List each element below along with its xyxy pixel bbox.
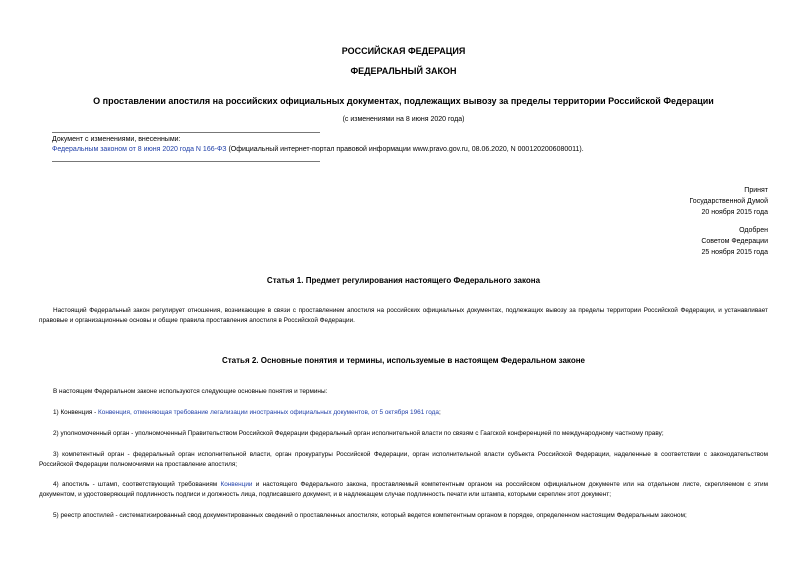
article2-item3 bbox=[39, 450, 768, 470]
convention-link[interactable]: Конвенция, отменяющая требование легализации иностранных официальных документов, от 5 октября 1961 года bbox=[98, 409, 439, 416]
item5-text: 5) реестр апостилей - систематизированный свод документированных сведений о проставленных апостилях, который ведется компетентным органом в порядке, определенном настоящим Федеральным законом; bbox=[53, 512, 687, 519]
item4-suffix: и настоящего Федерального закона, проставляемый компетентным органом на российском официальном документе или на отдельном листе, скрепляемом с этим документом, и удостоверяющий подлинность подписи и должность лица, подписавшего документ, и в надлежащем случае подлинность печати или штампа, которыми скреплен этот документ; bbox=[39, 481, 768, 498]
changes-top-rule bbox=[52, 132, 320, 133]
item1-prefix: 1) Конвенция - bbox=[53, 409, 99, 416]
adopted-line3: 20 ноября 2015 года bbox=[701, 209, 768, 216]
convention-short-link[interactable]: Конвенции bbox=[220, 481, 253, 488]
approved-line2: Советом Федерации bbox=[701, 238, 768, 245]
edition-note: (с изменениями на 8 июня 2020 года) bbox=[342, 116, 465, 123]
country-heading: РОССИЙСКАЯ ФЕДЕРАЦИЯ bbox=[341, 46, 466, 56]
changes-bottom-rule bbox=[52, 161, 320, 162]
article2-item5 bbox=[39, 511, 768, 521]
item4-prefix: 4) апостиль - штамп, соответствующий требованиям bbox=[53, 481, 221, 488]
article1-body: Настоящий Федеральный закон регулирует отношения, возникающие в связи с проставлением апостиля на российских официальных документах, подлежащих вывозу за пределы территории Российской Федерации, и устанавливает правовые и организационные основы и общие правила проставления апостиля в Российской Федерации. bbox=[39, 307, 768, 324]
law-title: О проставлении апостиля на российских официальных документах, подлежащих вывозу за пределы территории Российской Федерации bbox=[93, 96, 714, 106]
article2-intro bbox=[39, 387, 768, 397]
adopted-line2: Государственной Думой bbox=[689, 198, 768, 205]
article2-item4 bbox=[39, 480, 768, 500]
article1-heading: Статья 1. Предмет регулирования настоящего Федерального закона bbox=[266, 276, 541, 285]
changes-intro: Документ с изменениями, внесенными: bbox=[52, 136, 181, 143]
article2-item1 bbox=[39, 408, 768, 418]
article2-intro-text: В настоящем Федеральном законе используются следующие основные понятия и термины: bbox=[53, 388, 328, 395]
adopted-line1: Принят bbox=[744, 187, 768, 194]
article1-text bbox=[39, 306, 768, 326]
changes-line bbox=[52, 146, 584, 153]
approved-line3: 25 ноября 2015 года bbox=[701, 249, 768, 256]
article2-item2 bbox=[39, 429, 768, 439]
approved-line1: Одобрен bbox=[739, 227, 768, 234]
approved-block bbox=[701, 225, 768, 258]
item2-text: 2) уполномоченный орган - уполномоченный Правительством Российской Федерации федеральный орган исполнительной власти по связям с Гаагской конференцией по международному частному праву; bbox=[53, 430, 664, 437]
doc-type-heading: ФЕДЕРАЛЬНЫЙ ЗАКОН bbox=[350, 66, 457, 76]
changes-source: (Официальный интернет-портал правовой информации www.pravo.gov.ru, 08.06.2020, N 0001202006080011). bbox=[226, 146, 584, 153]
item3-text: 3) компетентный орган - федеральный орган исполнительной власти, орган прокуратуры Российской Федерации, орган исполнительной власти субъекта Российской Федерации, наделенные в соответствии с законодательством Российской Федерации полномочиями на проставление апостиля; bbox=[39, 451, 768, 468]
article2-heading: Статья 2. Основные понятия и термины, используемые в настоящем Федеральном законе bbox=[221, 356, 585, 365]
adopted-block bbox=[689, 185, 768, 218]
amending-law-link[interactable]: Федеральным законом от 8 июня 2020 года N 166-ФЗ bbox=[52, 146, 227, 153]
item1-suffix: ; bbox=[438, 409, 441, 416]
